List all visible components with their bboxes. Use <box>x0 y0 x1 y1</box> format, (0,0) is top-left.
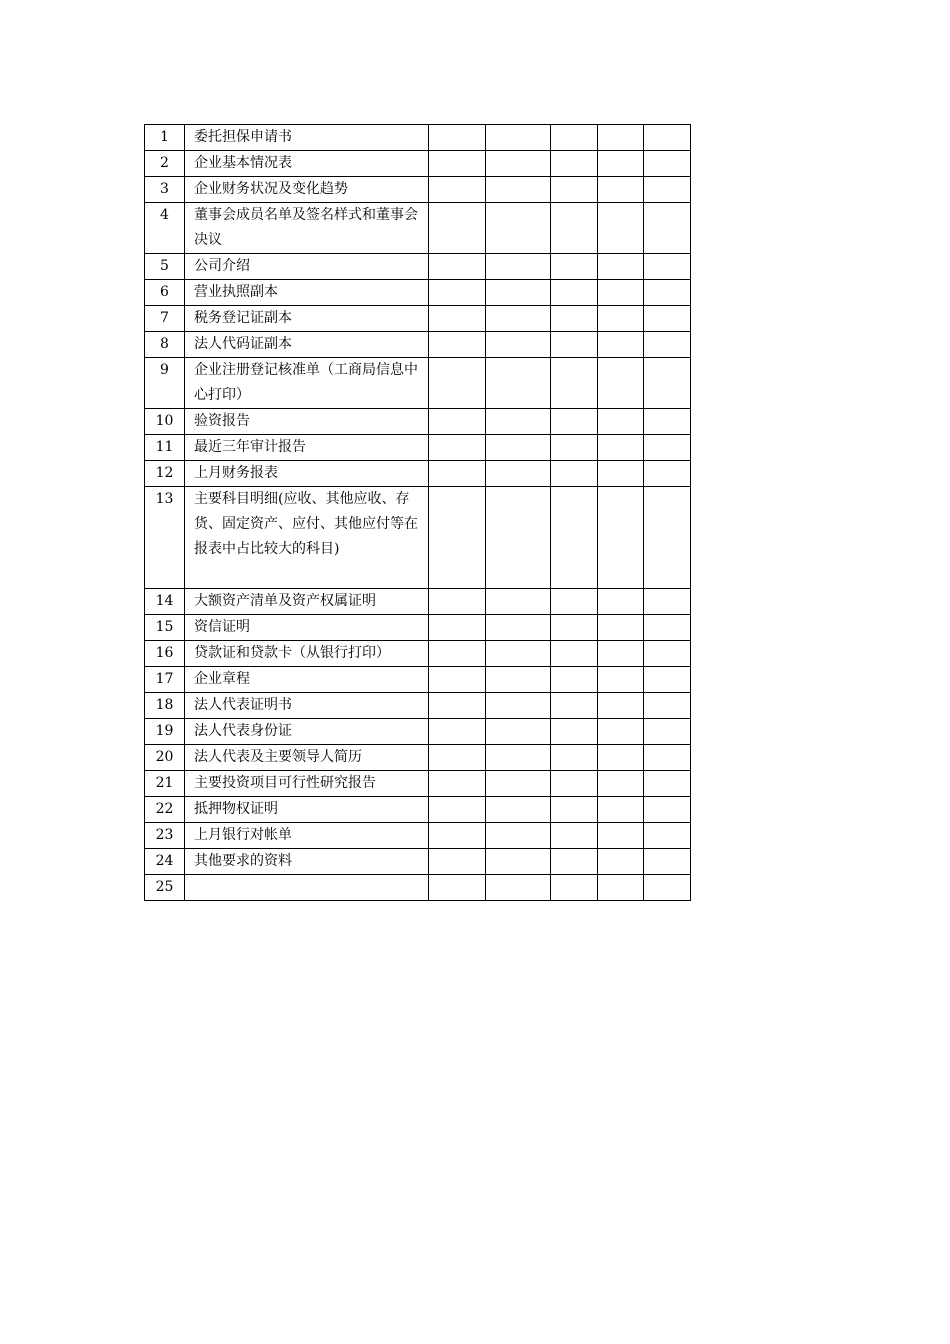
row-number: 5 <box>145 254 185 280</box>
check-cell <box>644 745 691 771</box>
document-item-name: 最近三年审计报告 <box>185 435 429 461</box>
check-cell <box>429 409 486 435</box>
document-item-name: 主要投资项目可行性研究报告 <box>185 771 429 797</box>
row-number: 25 <box>145 875 185 901</box>
check-cell <box>486 487 551 589</box>
row-number: 20 <box>145 745 185 771</box>
table-body <box>145 125 691 901</box>
check-cell <box>486 151 551 177</box>
document-item-name: 企业基本情况表 <box>185 151 429 177</box>
check-cell <box>644 797 691 823</box>
row-number: 2 <box>145 151 185 177</box>
check-cell <box>429 461 486 487</box>
check-cell <box>429 177 486 203</box>
check-cell <box>551 280 598 306</box>
check-cell <box>551 409 598 435</box>
table-row <box>145 719 691 745</box>
check-cell <box>598 461 644 487</box>
row-number: 1 <box>145 125 185 151</box>
table-row <box>145 306 691 332</box>
check-cell <box>551 875 598 901</box>
row-number: 9 <box>145 358 185 409</box>
check-cell <box>486 409 551 435</box>
check-cell <box>551 589 598 615</box>
check-cell <box>551 615 598 641</box>
check-cell <box>644 254 691 280</box>
check-cell <box>429 332 486 358</box>
document-item-name: 大额资产清单及资产权属证明 <box>185 589 429 615</box>
check-cell <box>644 771 691 797</box>
check-cell <box>429 693 486 719</box>
document-item-name: 企业章程 <box>185 667 429 693</box>
check-cell <box>644 615 691 641</box>
check-cell <box>598 693 644 719</box>
row-number: 21 <box>145 771 185 797</box>
check-cell <box>486 125 551 151</box>
document-item-name: 法人代表及主要领导人简历 <box>185 745 429 771</box>
table-row <box>145 332 691 358</box>
check-cell <box>486 203 551 254</box>
check-cell <box>486 745 551 771</box>
check-cell <box>598 641 644 667</box>
check-cell <box>598 615 644 641</box>
check-cell <box>486 719 551 745</box>
check-cell <box>429 151 486 177</box>
row-number: 3 <box>145 177 185 203</box>
check-cell <box>486 461 551 487</box>
check-cell <box>429 435 486 461</box>
table-row <box>145 409 691 435</box>
check-cell <box>429 849 486 875</box>
document-item-name: 其他要求的资料 <box>185 849 429 875</box>
check-cell <box>551 849 598 875</box>
check-cell <box>429 875 486 901</box>
check-cell <box>598 589 644 615</box>
document-item-name: 董事会成员名单及签名样式和董事会决议 <box>185 203 429 254</box>
table-row <box>145 771 691 797</box>
document-item-name <box>185 875 429 901</box>
check-cell <box>598 875 644 901</box>
check-cell <box>429 125 486 151</box>
row-number: 11 <box>145 435 185 461</box>
table-row <box>145 823 691 849</box>
check-cell <box>551 125 598 151</box>
check-cell <box>551 461 598 487</box>
row-number: 13 <box>145 487 185 589</box>
document-item-name: 委托担保申请书 <box>185 125 429 151</box>
check-cell <box>644 203 691 254</box>
document-checklist-table <box>144 124 691 901</box>
check-cell <box>644 280 691 306</box>
check-cell <box>486 589 551 615</box>
check-cell <box>551 332 598 358</box>
check-cell <box>598 332 644 358</box>
table-row <box>145 461 691 487</box>
check-cell <box>644 125 691 151</box>
document-item-name: 法人代表身份证 <box>185 719 429 745</box>
table-row <box>145 667 691 693</box>
check-cell <box>429 667 486 693</box>
check-cell <box>598 254 644 280</box>
check-cell <box>551 487 598 589</box>
check-cell <box>644 641 691 667</box>
check-cell <box>644 151 691 177</box>
check-cell <box>429 203 486 254</box>
table-row <box>145 641 691 667</box>
check-cell <box>551 771 598 797</box>
check-cell <box>486 435 551 461</box>
check-cell <box>598 823 644 849</box>
check-cell <box>644 487 691 589</box>
check-cell <box>486 358 551 409</box>
check-cell <box>551 306 598 332</box>
check-cell <box>429 745 486 771</box>
check-cell <box>551 177 598 203</box>
check-cell <box>486 849 551 875</box>
check-cell <box>551 435 598 461</box>
document-item-name: 验资报告 <box>185 409 429 435</box>
check-cell <box>486 332 551 358</box>
check-cell <box>551 693 598 719</box>
check-cell <box>486 280 551 306</box>
row-number: 15 <box>145 615 185 641</box>
check-cell <box>644 435 691 461</box>
document-item-name: 营业执照副本 <box>185 280 429 306</box>
table-row <box>145 693 691 719</box>
row-number: 18 <box>145 693 185 719</box>
row-number: 17 <box>145 667 185 693</box>
table-row <box>145 203 691 254</box>
document-item-name: 主要科目明细(应收、其他应收、存货、固定资产、应付、其他应付等在报表中占比较大的科目) <box>185 487 429 589</box>
check-cell <box>486 797 551 823</box>
check-cell <box>598 177 644 203</box>
document-item-name: 法人代码证副本 <box>185 332 429 358</box>
document-item-name: 税务登记证副本 <box>185 306 429 332</box>
check-cell <box>429 306 486 332</box>
document-item-name: 法人代表证明书 <box>185 693 429 719</box>
row-number: 22 <box>145 797 185 823</box>
check-cell <box>598 719 644 745</box>
check-cell <box>486 177 551 203</box>
check-cell <box>551 358 598 409</box>
row-number: 8 <box>145 332 185 358</box>
check-cell <box>486 615 551 641</box>
check-cell <box>551 745 598 771</box>
table-row <box>145 875 691 901</box>
check-cell <box>551 641 598 667</box>
check-cell <box>598 771 644 797</box>
check-cell <box>598 745 644 771</box>
check-cell <box>598 849 644 875</box>
table-row <box>145 151 691 177</box>
check-cell <box>429 280 486 306</box>
check-cell <box>486 306 551 332</box>
document-item-name: 抵押物权证明 <box>185 797 429 823</box>
table-row <box>145 849 691 875</box>
document-item-name: 公司介绍 <box>185 254 429 280</box>
check-cell <box>644 849 691 875</box>
check-cell <box>644 409 691 435</box>
check-cell <box>429 641 486 667</box>
table-row <box>145 487 691 589</box>
check-cell <box>644 719 691 745</box>
document-item-name: 资信证明 <box>185 615 429 641</box>
check-cell <box>598 409 644 435</box>
check-cell <box>429 719 486 745</box>
check-cell <box>551 719 598 745</box>
row-number: 14 <box>145 589 185 615</box>
table-row <box>145 589 691 615</box>
check-cell <box>644 875 691 901</box>
check-cell <box>644 358 691 409</box>
check-cell <box>598 358 644 409</box>
check-cell <box>644 667 691 693</box>
table-row <box>145 280 691 306</box>
check-cell <box>429 589 486 615</box>
check-cell <box>429 615 486 641</box>
document-item-name: 企业注册登记核准单（工商局信息中心打印） <box>185 358 429 409</box>
check-cell <box>429 823 486 849</box>
table-row <box>145 435 691 461</box>
check-cell <box>598 280 644 306</box>
check-cell <box>486 641 551 667</box>
check-cell <box>486 667 551 693</box>
document-item-name: 上月银行对帐单 <box>185 823 429 849</box>
table-row <box>145 125 691 151</box>
check-cell <box>486 693 551 719</box>
check-cell <box>551 667 598 693</box>
check-cell <box>644 823 691 849</box>
row-number: 16 <box>145 641 185 667</box>
row-number: 4 <box>145 203 185 254</box>
check-cell <box>644 693 691 719</box>
table-row <box>145 615 691 641</box>
row-number: 6 <box>145 280 185 306</box>
check-cell <box>486 823 551 849</box>
check-cell <box>644 332 691 358</box>
check-cell <box>598 306 644 332</box>
check-cell <box>598 203 644 254</box>
check-cell <box>486 771 551 797</box>
row-number: 7 <box>145 306 185 332</box>
row-number: 23 <box>145 823 185 849</box>
table-row <box>145 177 691 203</box>
check-cell <box>551 151 598 177</box>
check-cell <box>486 254 551 280</box>
check-cell <box>644 589 691 615</box>
check-cell <box>598 667 644 693</box>
check-cell <box>644 461 691 487</box>
document-item-name: 上月财务报表 <box>185 461 429 487</box>
table-row <box>145 797 691 823</box>
check-cell <box>644 306 691 332</box>
check-cell <box>644 177 691 203</box>
row-number: 24 <box>145 849 185 875</box>
check-cell <box>551 203 598 254</box>
table-row <box>145 254 691 280</box>
check-cell <box>486 875 551 901</box>
check-cell <box>429 487 486 589</box>
row-number: 12 <box>145 461 185 487</box>
document-item-name: 贷款证和贷款卡（从银行打印） <box>185 641 429 667</box>
table-row <box>145 745 691 771</box>
check-cell <box>598 435 644 461</box>
check-cell <box>551 797 598 823</box>
check-cell <box>598 797 644 823</box>
check-cell <box>429 771 486 797</box>
check-cell <box>551 823 598 849</box>
table-row <box>145 358 691 409</box>
document-item-name: 企业财务状况及变化趋势 <box>185 177 429 203</box>
row-number: 10 <box>145 409 185 435</box>
check-cell <box>429 358 486 409</box>
check-cell <box>598 151 644 177</box>
check-cell <box>429 254 486 280</box>
check-cell <box>429 797 486 823</box>
row-number: 19 <box>145 719 185 745</box>
check-cell <box>598 487 644 589</box>
check-cell <box>551 254 598 280</box>
check-cell <box>598 125 644 151</box>
